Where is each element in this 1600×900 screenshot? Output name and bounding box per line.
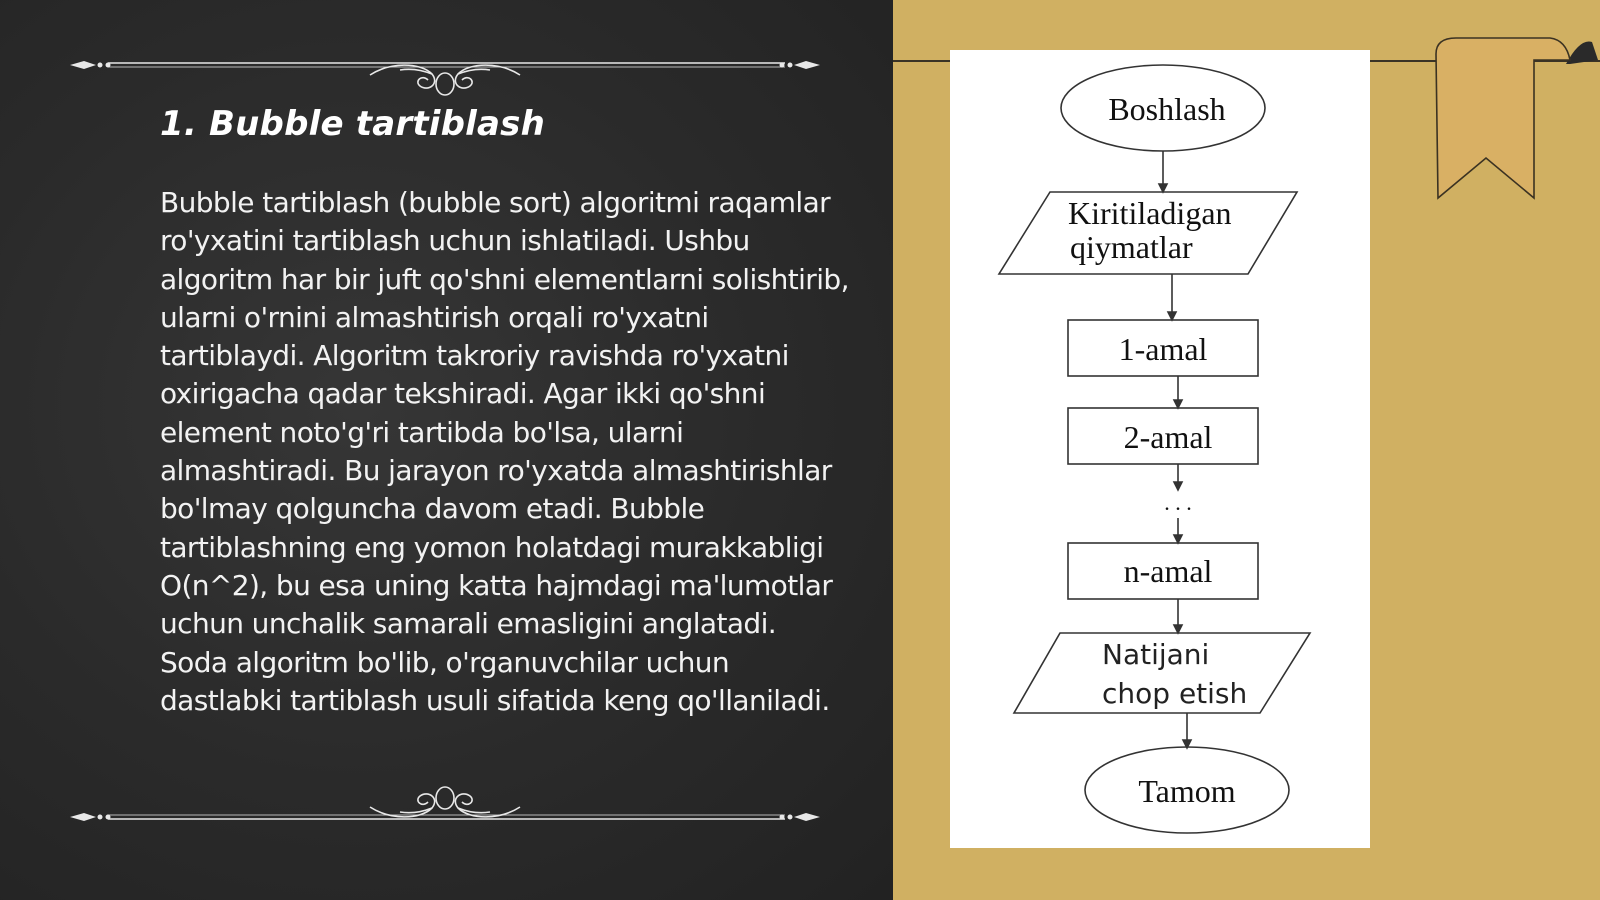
flowchart-card bbox=[950, 50, 1370, 848]
step2-label: 2-amal bbox=[1123, 419, 1213, 455]
input-label-line1: Kiritiladigan bbox=[1068, 195, 1232, 231]
flowchart-diagram bbox=[950, 50, 1370, 848]
input-label-line2: qiymatlar bbox=[1070, 229, 1193, 265]
output-label-line1: Natijani bbox=[1102, 638, 1210, 671]
output-label-line2: chop etish bbox=[1102, 677, 1248, 710]
ellipsis-label: . . . bbox=[1164, 490, 1192, 515]
step1-label: 1-amal bbox=[1118, 331, 1208, 367]
stepn-label: n-amal bbox=[1123, 553, 1213, 589]
end-label: Tamom bbox=[1138, 773, 1236, 809]
slide-body-text: Bubble tartiblash (bubble sort) algoritmi raqamlar ro'yxatini tartiblash uchun ishlatiladi. Ushbu algoritm har bir juft qo'shni elementlarni solishtirib, ularni o'rnini almashtirish orqali ro'yxatni tartiblaydi. Algoritm takroriy ravishda ro'yxatni oxirigacha qadar tekshiradi. Agar ikki qo'shni element noto'g'ri tartibda bo'lsa, ularni almashtiradi. Bu jarayon ro'yxatda almashtirishlar bo'lmay qolguncha davom etadi. Bubble tartiblashning eng yomon holatdagi murakkabligi O(n^2), bu esa uning katta hajmdagi ma'lumotlar uchun unchalik samarali emasligini anglatadi. Soda algoritm bo'lib, o'rganuvchilar uchun dastlabki tartiblash usuli sifatida keng qo'llaniladi. bbox=[160, 186, 849, 717]
ornament-bottom bbox=[60, 784, 830, 844]
ornament-top bbox=[60, 40, 830, 100]
bookmark-ribbon bbox=[1430, 34, 1600, 204]
start-label: Boshlash bbox=[1108, 91, 1226, 127]
slide-title: 1. Bubble tartiblash bbox=[160, 104, 546, 144]
